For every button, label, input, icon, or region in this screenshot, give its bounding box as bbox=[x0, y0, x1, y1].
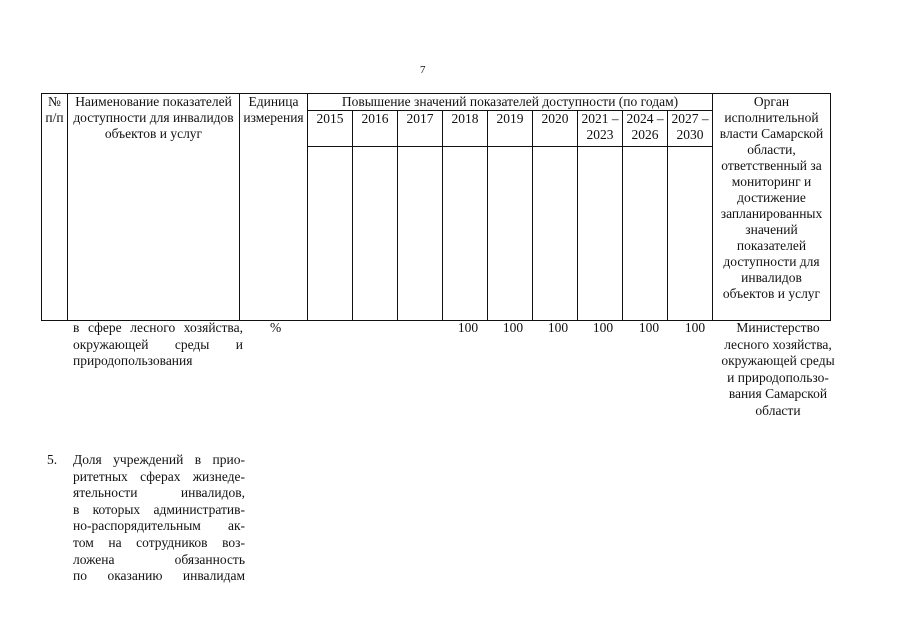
row4-name bbox=[73, 320, 243, 370]
header-organ: Орган исполнительной власти Самарской области, ответственный за мониторинг и достижение запланированных значений показателей доступности для инвалидов объектов и услуг bbox=[713, 94, 831, 321]
row4-value-2020: 100 bbox=[547, 320, 569, 335]
header-increase: Повышение значений показателей доступности (по годам) bbox=[308, 94, 713, 111]
row4-value-2019: 100 bbox=[502, 320, 524, 335]
header-num: № п/п bbox=[42, 94, 68, 321]
header-year-2021-2023: 2021 – 2023 bbox=[578, 111, 623, 147]
header-year-spacer bbox=[398, 147, 443, 321]
header-year-2019: 2019 bbox=[488, 111, 533, 147]
row4-unit: % bbox=[270, 320, 282, 335]
row5-name-line: но-распорядительным ак- bbox=[73, 518, 245, 534]
row5-num: 5. bbox=[47, 452, 58, 467]
header-year-2015: 2015 bbox=[308, 111, 353, 147]
row4-name-line: природопользования bbox=[73, 353, 193, 369]
header-name: Наименование показателей доступности для инвалидов объектов и услуг bbox=[68, 94, 240, 321]
header-year-2020: 2020 bbox=[533, 111, 578, 147]
row5-name-line: ритетных сферах жизнеде- bbox=[73, 468, 245, 484]
row5-name-line: Доля учреждений в прио- bbox=[73, 452, 245, 467]
header-year-spacer bbox=[443, 147, 488, 321]
row5-name-line: том на сотрудников воз- bbox=[73, 534, 245, 550]
header-year-spacer bbox=[488, 147, 533, 321]
row5-name bbox=[73, 452, 245, 585]
header-year-spacer bbox=[533, 147, 578, 321]
header-year-spacer bbox=[578, 147, 623, 321]
header-unit: Единица измерения bbox=[240, 94, 308, 321]
row4-value-2024-2026: 100 bbox=[638, 320, 660, 335]
row5-name-line: по оказанию инвалидам bbox=[73, 568, 245, 584]
header-year-spacer bbox=[668, 147, 713, 321]
header-year-spacer bbox=[623, 147, 668, 321]
header-year-2016: 2016 bbox=[353, 111, 398, 147]
header-year-2017: 2017 bbox=[398, 111, 443, 147]
page-number: 7 bbox=[420, 64, 426, 76]
indicator-table-header bbox=[41, 93, 831, 321]
row4-value-2027-2030: 100 bbox=[684, 320, 706, 335]
row5-name-line: ятельности инвалидов, bbox=[73, 485, 245, 501]
row4-value-2021-2023: 100 bbox=[592, 320, 614, 335]
header-year-spacer bbox=[308, 147, 353, 321]
row5-name-line: ложена обязанность bbox=[73, 551, 245, 567]
row4-organ: Министерство лесного хозяйства, окружающей среды и природопользо-вания Самарской области bbox=[721, 320, 835, 418]
row5-name-line: в которых административ- bbox=[73, 501, 245, 517]
row4-value-2018: 100 bbox=[457, 320, 479, 335]
header-year-2024-2026: 2024 – 2026 bbox=[623, 111, 668, 147]
row4-name-line: в сфере лесного хозяйства, bbox=[73, 320, 243, 335]
header-year-2027-2030: 2027 – 2030 bbox=[668, 111, 713, 147]
row4-name-line: окружающей среды и bbox=[73, 336, 243, 352]
header-year-2018: 2018 bbox=[443, 111, 488, 147]
header-year-spacer bbox=[353, 147, 398, 321]
